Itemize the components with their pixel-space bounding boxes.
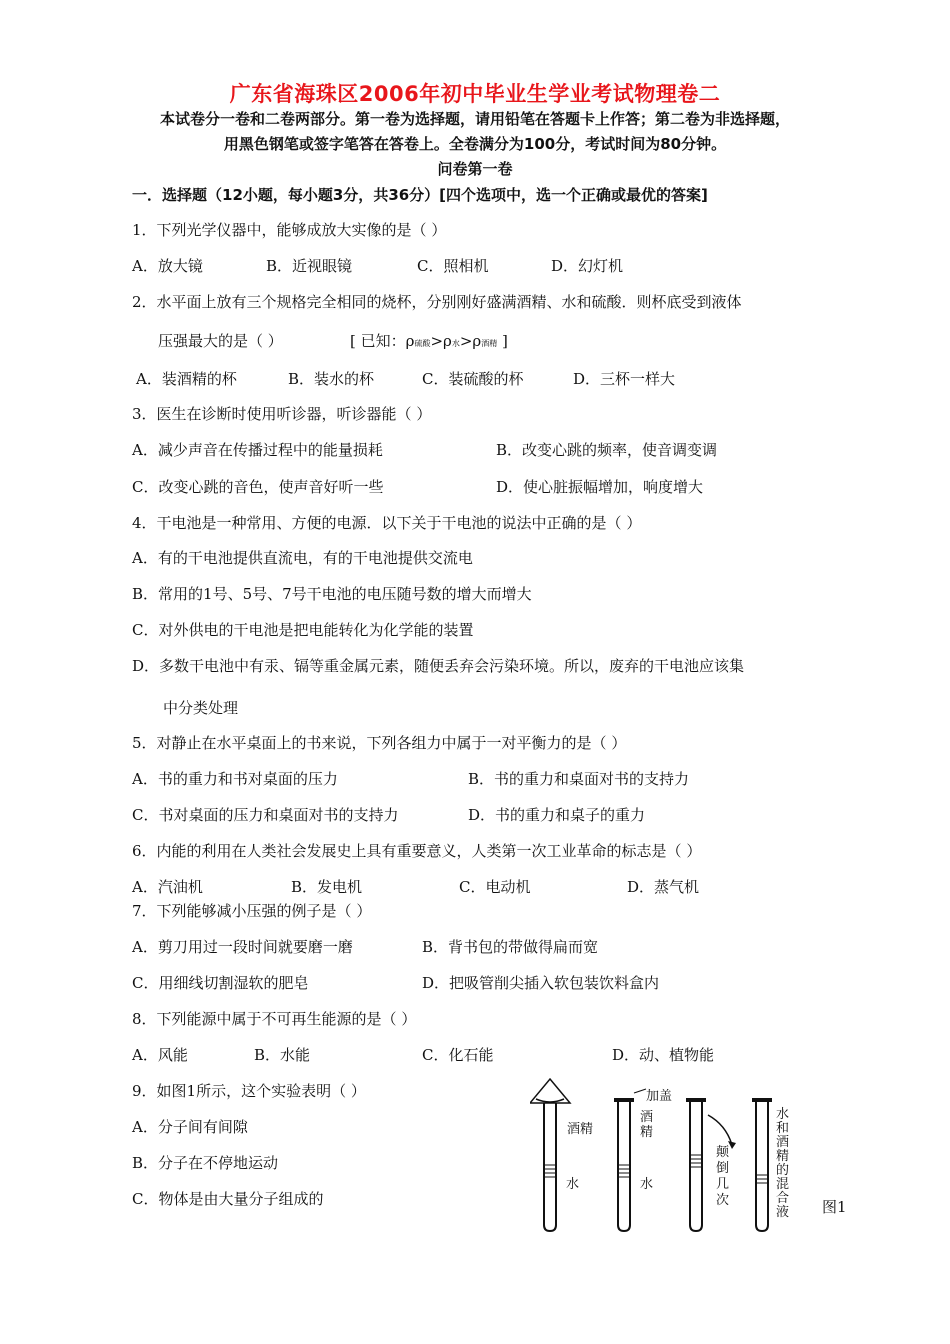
figure-label-mixture: 水和酒精的混合液 [776, 1107, 790, 1220]
q3-stem: 3．医生在诊断时使用听诊器，听诊器能（ ） [132, 405, 432, 423]
q2-option-d: D．三杯一样大 [573, 370, 676, 388]
figure-label-cap: 加盖 [646, 1089, 673, 1104]
q5-option-d: D．书的重力和桌子的重力 [468, 806, 646, 824]
section-heading: 问卷第一卷 [437, 160, 513, 178]
exam-title: 广东省海珠区2006年初中毕业生学业考试物理卷二 [229, 82, 721, 106]
q2-sub-alcohol: 酒精 [481, 339, 498, 348]
q5-option-c: C．书对桌面的压力和桌面对书的支持力 [132, 806, 399, 824]
q7-option-d: D．把吸管削尖插入软包装饮料盒内 [422, 974, 660, 992]
q2-gt-1: >ρ [430, 332, 452, 350]
q2-stem-2: 压强最大的是（ ） [158, 332, 283, 350]
q2-known [350, 330, 508, 351]
q9-option-b: B．分子在不停地运动 [132, 1154, 279, 1172]
q4-option-c: C．对外供电的干电池是把电能转化为化学能的装置 [132, 621, 474, 639]
figure-label-water-2: 水 [640, 1177, 654, 1192]
figure-caption: 图1 [822, 1198, 847, 1216]
q8-option-c: C．化石能 [422, 1046, 494, 1064]
part-heading: 一．选择题（12小题，每小题3分，共36分）[四个选项中，选一个正确或最优的答案] [132, 186, 708, 204]
intro-line-2: 用黑色钢笔或签字笔答在答卷上。全卷满分为100分，考试时间为80分钟。 [223, 135, 727, 153]
q5-option-b: B．书的重力和桌面对书的支持力 [468, 770, 690, 788]
q8-option-a: A．风能 [132, 1046, 188, 1064]
q7-option-a: A．剪刀用过一段时间就要磨一磨 [132, 938, 353, 956]
q9-stem: 9．如图1所示，这个实验表明（ ） [132, 1082, 366, 1100]
q8-option-d: D．动、植物能 [612, 1046, 715, 1064]
q8-option-b: B．水能 [254, 1046, 311, 1064]
figure-label-water: 水 [566, 1177, 580, 1192]
q2-option-b: B．装水的杯 [288, 370, 375, 388]
q3-option-b: B．改变心跳的频率，使音调变调 [496, 441, 718, 459]
figure-1-diagram [530, 1075, 860, 1235]
q2-option-a: A．装酒精的杯 [136, 370, 237, 388]
test-tube-1 [530, 1079, 570, 1231]
q1-option-b: B．近视眼镜 [266, 257, 353, 275]
q3-option-d: D．使心脏振幅增加，响度增大 [496, 478, 704, 496]
q7-stem: 7．下列能够减小压强的例子是（ ） [132, 902, 372, 920]
q2-known-prefix: [ 已知：ρ [350, 332, 415, 350]
q4-option-d-2: 中分类处理 [163, 699, 239, 717]
figure-label-alcohol: 酒精 [567, 1122, 594, 1137]
q5-stem: 5．对静止在水平桌面上的书来说，下列各组力中属于一对平衡力的是（ ） [132, 734, 627, 752]
q5-option-a: A．书的重力和书对桌面的压力 [132, 770, 338, 788]
q2-sub-water: 水 [451, 339, 460, 348]
q1-option-a: A．放大镜 [132, 257, 203, 275]
test-tube-4 [752, 1100, 772, 1231]
figure-label-flip: 颠倒几次 [716, 1145, 730, 1208]
q3-option-a: A．减少声音在传播过程中的能量损耗 [132, 441, 383, 459]
intro-line-1: 本试卷分一卷和二卷两部分。第一卷为选择题，请用铅笔在答题卡上作答；第二卷为非选择题， [159, 110, 790, 128]
q2-sub-sulfuric: 硫酸 [414, 339, 431, 348]
q6-option-a: A．汽油机 [132, 878, 203, 896]
q1-option-d: D．幻灯机 [551, 257, 624, 275]
q2-option-c: C．装硫酸的杯 [422, 370, 524, 388]
q9-option-a: A．分子间有间隙 [132, 1118, 248, 1136]
q2-stem-1: 2．水平面上放有三个规格完全相同的烧杯，分别刚好盛满酒精、水和硫酸．则杯底受到液体 [132, 293, 742, 311]
q6-option-b: B．发电机 [291, 878, 363, 896]
q2-gt-2: >ρ [459, 332, 482, 350]
q6-option-d: D．蒸气机 [627, 878, 700, 896]
q1-option-c: C．照相机 [417, 257, 489, 275]
q1-stem: 1．下列光学仪器中，能够成放大实像的是（ ） [132, 221, 447, 239]
q4-option-d-1: D．多数干电池中有汞、镉等重金属元素，随便丢弃会污染环境。所以，废弃的干电池应该集 [132, 657, 745, 675]
q2-known-suffix: ] [497, 332, 508, 350]
q7-option-c: C．用细线切割湿软的肥皂 [132, 974, 309, 992]
q3-option-c: C．改变心跳的音色，使声音好听一些 [132, 478, 384, 496]
q4-stem: 4．干电池是一种常用、方便的电源．以下关于干电池的说法中正确的是（ ） [132, 514, 642, 532]
q7-option-b: B．背书包的带做得扁而宽 [422, 938, 599, 956]
figure-label-alcohol-2: 酒精 [640, 1110, 654, 1140]
q8-stem: 8．下列能源中属于不可再生能源的是（ ） [132, 1010, 417, 1028]
q9-option-c: C．物体是由大量分子组成的 [132, 1190, 324, 1208]
q4-option-a: A．有的干电池提供直流电，有的干电池提供交流电 [132, 549, 473, 567]
q6-option-c: C．电动机 [459, 878, 531, 896]
q6-stem: 6．内能的利用在人类社会发展史上具有重要意义，人类第一次工业革命的标志是（ ） [132, 842, 702, 860]
q4-option-b: B．常用的1号、5号、7号干电池的电压随号数的增大而增大 [132, 585, 532, 603]
